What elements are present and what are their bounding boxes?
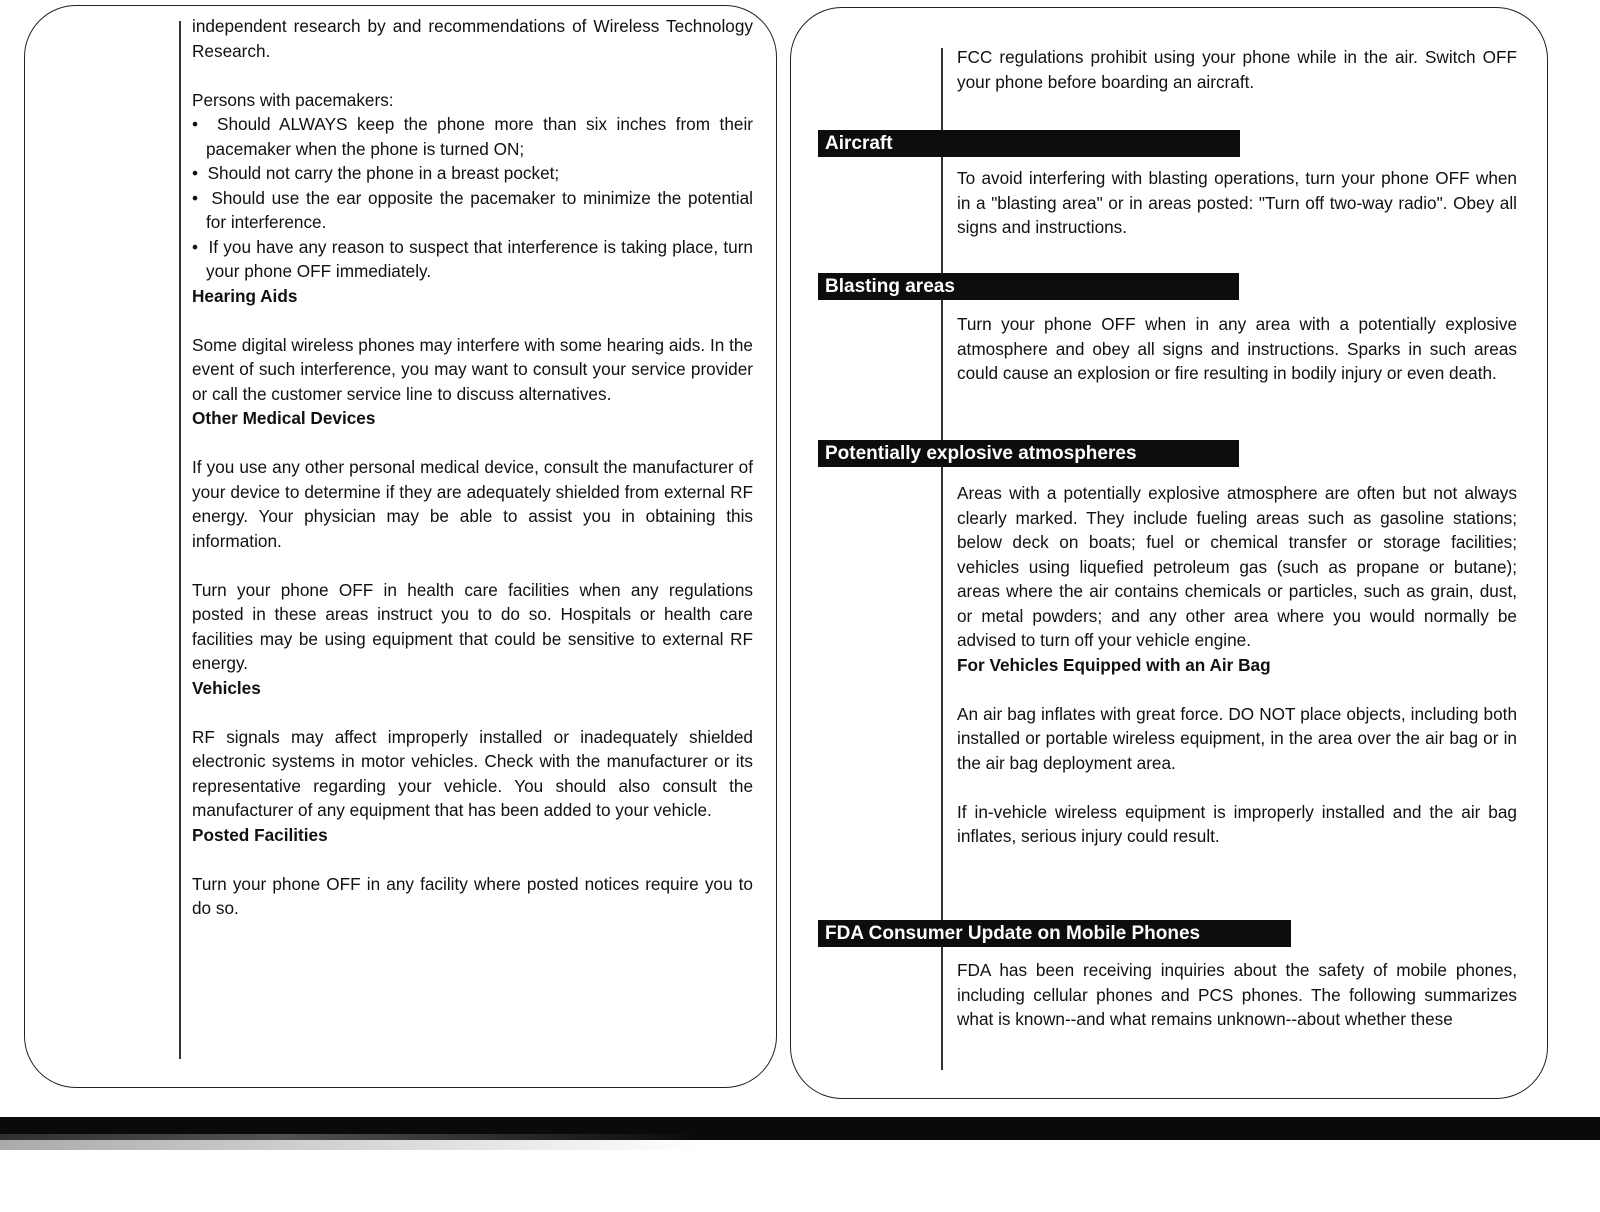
bottom-scan-band (0, 1117, 1600, 1140)
list-item: • Should ALWAYS keep the phone more than six inches from their pacemaker when the phone is turned ON; (192, 112, 753, 161)
pacemaker-list (192, 112, 753, 284)
pacemaker-intro: Persons with pacemakers: (192, 89, 394, 110)
blasting-text-block (957, 166, 1517, 240)
fda-text-block (957, 958, 1517, 1032)
health-care-paragraph: Turn your phone OFF in health care facilities when any regulations posted in these areas instruct you to do so. Hospitals or health care facilities may be using equipment that could be sensitive to external RF energy. (192, 579, 753, 673)
right-margin-rule (941, 48, 943, 1070)
fcc-paragraph: FCC regulations prohibit using your phone while in the air. Switch OFF your phone before boarding an aircraft. (957, 47, 1517, 92)
blasting-paragraph: To avoid interfering with blasting operations, turn your phone OFF when in a "blasting area" or in areas posted: "Turn off two-way radio". Obey all signs and instructions. (957, 168, 1517, 237)
fda-paragraph: FDA has been receiving inquiries about the safety of mobile phones, including cellular phones and PCS phones. The following summarizes what is known--and what remains unknown--about whether these (957, 960, 1517, 1029)
list-item: • Should use the ear opposite the pacemaker to minimize the potential for interference. (192, 186, 753, 235)
explosive-text-block (957, 312, 1517, 386)
list-item: • If you have any reason to suspect that interference is taking place, turn your phone OFF immediately. (192, 235, 753, 284)
vehicles-heading: Vehicles (192, 677, 261, 698)
intro-paragraph: independent research by and recommendations of Wireless Technology Research. (192, 16, 753, 61)
left-page (24, 5, 777, 1088)
explosive-paragraph: Turn your phone OFF when in any area with a potentially explosive atmosphere and obey all signs and instructions. Sparks in such areas could cause an explosion or fire resulting in bodily injury or even death. (957, 314, 1517, 383)
explosive-section-bar: Potentially explosive atmospheres (818, 440, 1239, 467)
aircraft-section-bar: Aircraft (818, 130, 1240, 157)
hearing-aids-paragraph: Some digital wireless phones may interfere with some hearing aids. In the event of such interference, you may want to consult your service provider or call the customer service line to discuss alternatives. (192, 334, 753, 404)
list-item: • Should not carry the phone in a breast pocket; (192, 161, 753, 186)
scan-fade (0, 1134, 700, 1150)
airbag-heading: For Vehicles Equipped with an Air Bag (957, 654, 1271, 675)
hearing-aids-heading: Hearing Aids (192, 285, 298, 306)
posted-facilities-heading: Posted Facilities (192, 824, 328, 845)
right-page (790, 7, 1548, 1099)
airbag-paragraph: An air bag inflates with great force. DO NOT place objects, including both installed or portable wireless equipment, in the area over the air bag or in the air bag deployment area. (957, 703, 1517, 773)
medical-devices-paragraph: If you use any other personal medical device, consult the manufacturer of your device to determine if they are adequately shielded from external RF energy. Your physician may be able to assist you in obtaining this information. (192, 457, 753, 551)
vehicles-paragraph: RF signals may affect improperly installed or inadequately shielded electronic systems in motor vehicles. Check with the manufacturer or its representative regarding your vehicle. You should also consult the manufacturer of any equipment that has been added to your vehicle. (192, 726, 753, 820)
airbag-injury-paragraph: If in-vehicle wireless equipment is improperly installed and the air bag inflates, serious injury could result. (957, 801, 1517, 846)
blasting-section-bar: Blasting areas (818, 273, 1239, 300)
areas-text-block (957, 481, 1517, 849)
areas-paragraph: Areas with a potentially explosive atmosphere are often but not always clearly marked. They include fueling areas such as gasoline stations; below deck on boats; fuel or chemical transfer or storage facilities; vehicles using liquefied petroleum gas (such as propane or butane); areas where the air contains chemicals or particles, such as grain, dust, or metal powders; and any other area where you would normally be advised to turn off your vehicle engine. (957, 483, 1517, 650)
left-text-column (192, 14, 753, 921)
medical-devices-heading: Other Medical Devices (192, 408, 376, 428)
fda-section-bar: FDA Consumer Update on Mobile Phones (818, 920, 1291, 947)
aircraft-text-block (957, 45, 1517, 94)
posted-facilities-paragraph: Turn your phone OFF in any facility where posted notices require you to do so. (192, 873, 753, 918)
left-margin-rule (179, 21, 181, 1059)
